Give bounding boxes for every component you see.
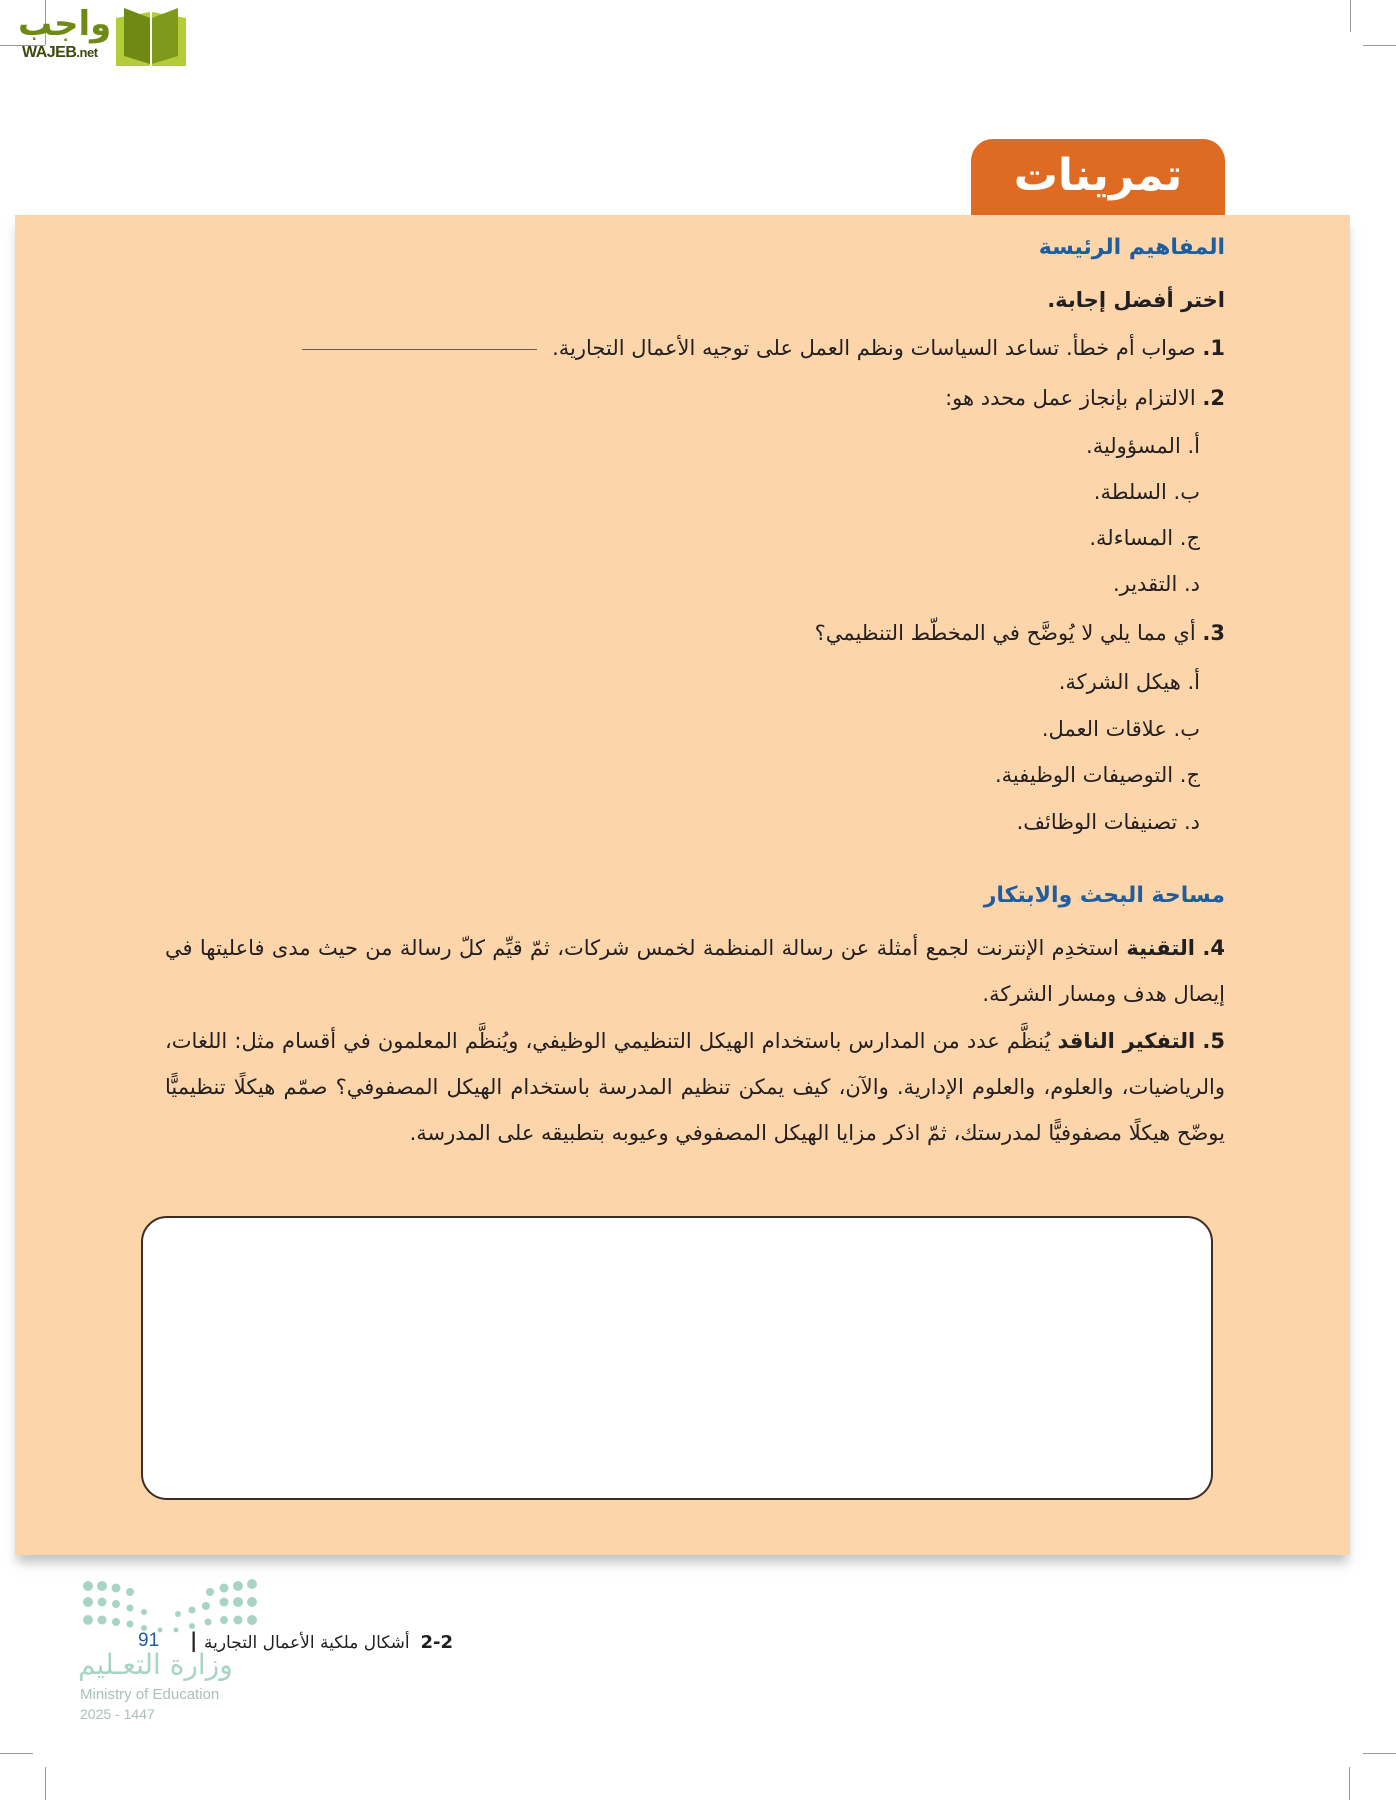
option-b[interactable]: ب. علاقات العمل. [1041, 717, 1200, 741]
edition-year: 2025 - 1447 [80, 1706, 155, 1722]
wajeb-logo[interactable] [10, 4, 190, 66]
question-3 [815, 618, 1225, 648]
question-text: أي مما يلي لا يُوضَّح في المخطّط التنظيمي؟ [814, 621, 1196, 645]
option-b[interactable]: ب. السلطة. [1093, 480, 1200, 504]
question-4: 4. التقنية استخدِم الإنترنت لجمع أمثلة عن رسالة المنظمة لخمس شركات، ثمّ قيِّم كلّ رسالة من حيث مدى فاعليتها في إيصال هدف ومسار الشركة. [165, 936, 1225, 1006]
ministry-name-english: Ministry of Education [80, 1686, 220, 1703]
research-heading: مساحة البحث والابتكار [983, 883, 1225, 908]
question-1 [302, 333, 1225, 363]
question-text: يُنظَّم عدد من المدارس باستخدام الهيكل التنظيمي الوظيفي، ويُنظَّم المعلمون في أقسام مثل: اللغات، والرياضيات، والعلوم، والعلوم الإدارية. والآن، كيف يمكن تنظيم المدرسة باستخدام الهيكل المصفوفي؟ صمّم هيكلًا تنظيميًّا يوضّح هيكلًا مصفوفيًّا لمدرستك، ثمّ اذكر مزايا الهيكل المصفوفي وعيوبه بتطبيقه على المدرسة. [165, 1029, 1225, 1145]
crop-mark [1363, 1753, 1396, 1754]
answer-box[interactable] [141, 1216, 1213, 1500]
option-a[interactable]: أ. المسؤولية. [1086, 434, 1200, 458]
crop-mark [1349, 1767, 1350, 1800]
footer-separator: | [190, 1628, 198, 1652]
question-text: استخدِم الإنترنت لجمع أمثلة عن رسالة المنظمة لخمس شركات، ثمّ قيِّم كلّ رسالة من حيث مدى فاعليتها في إيصال هدف ومسار الشركة. [165, 936, 1225, 1006]
ministry-dots-logo [80, 1578, 260, 1638]
question-number: 3. [1202, 621, 1225, 645]
question-number: 2. [1202, 386, 1225, 410]
option-d[interactable]: د. تصنيفات الوظائف. [1016, 810, 1200, 834]
page-number: 91 [138, 1630, 160, 1651]
crop-mark [1363, 45, 1396, 46]
crop-mark [45, 1767, 46, 1800]
exercises-tab: تمرينات [971, 139, 1225, 217]
logo-latin-text: WAJEB.net [22, 44, 98, 61]
question-number: 1. [1202, 336, 1225, 360]
option-c[interactable]: ج. التوصيفات الوظيفية. [994, 763, 1200, 787]
logo-arabic-text: واجب [18, 4, 112, 44]
question-5: 5. التفكير الناقد يُنظَّم عدد من المدارس باستخدام الهيكل التنظيمي الوظيفي، ويُنظَّم المعلمون في أقسام مثل: اللغات، والرياضيات، والعلوم، والعلوم الإدارية. والآن، كيف يمكن تنظيم المدرسة باستخدام الهيكل المصفوفي؟ صمّم هيكلًا تنظيميًّا يوضّح هيكلًا مصفوفيًّا لمدرستك، ثمّ اذكر مزايا الهيكل المصفوفي وعيوبه بتطبيقه على المدرسة. [165, 1029, 1225, 1145]
answer-blank-line[interactable] [302, 349, 537, 350]
crop-mark [0, 1753, 33, 1754]
open-book-icon [106, 4, 196, 66]
instruction-text: اختر أفضل إجابة. [1047, 288, 1225, 312]
option-c[interactable]: ج. المساءلة. [1089, 526, 1200, 550]
crop-mark [1350, 0, 1351, 32]
ministry-name-arabic: وزارة التعـليم [78, 1648, 233, 1681]
exercises-panel [15, 215, 1350, 1555]
question-2 [945, 383, 1225, 413]
option-a[interactable]: أ. هيكل الشركة. [1058, 670, 1200, 694]
question-text: الالتزام بإنجاز عمل محدد هو: [945, 386, 1196, 410]
question-keyword: التفكير الناقد [1057, 1029, 1196, 1053]
question-keyword: التقنية [1126, 936, 1196, 960]
option-d[interactable]: د. التقدير. [1112, 572, 1200, 596]
chapter-title: 2-2 أشكال ملكية الأعمال التجارية [204, 1632, 453, 1653]
question-text: صواب أم خطأ. تساعد السياسات ونظم العمل على توجيه الأعمال التجارية. [552, 336, 1196, 360]
key-concepts-heading: المفاهيم الرئيسة [1038, 235, 1225, 260]
